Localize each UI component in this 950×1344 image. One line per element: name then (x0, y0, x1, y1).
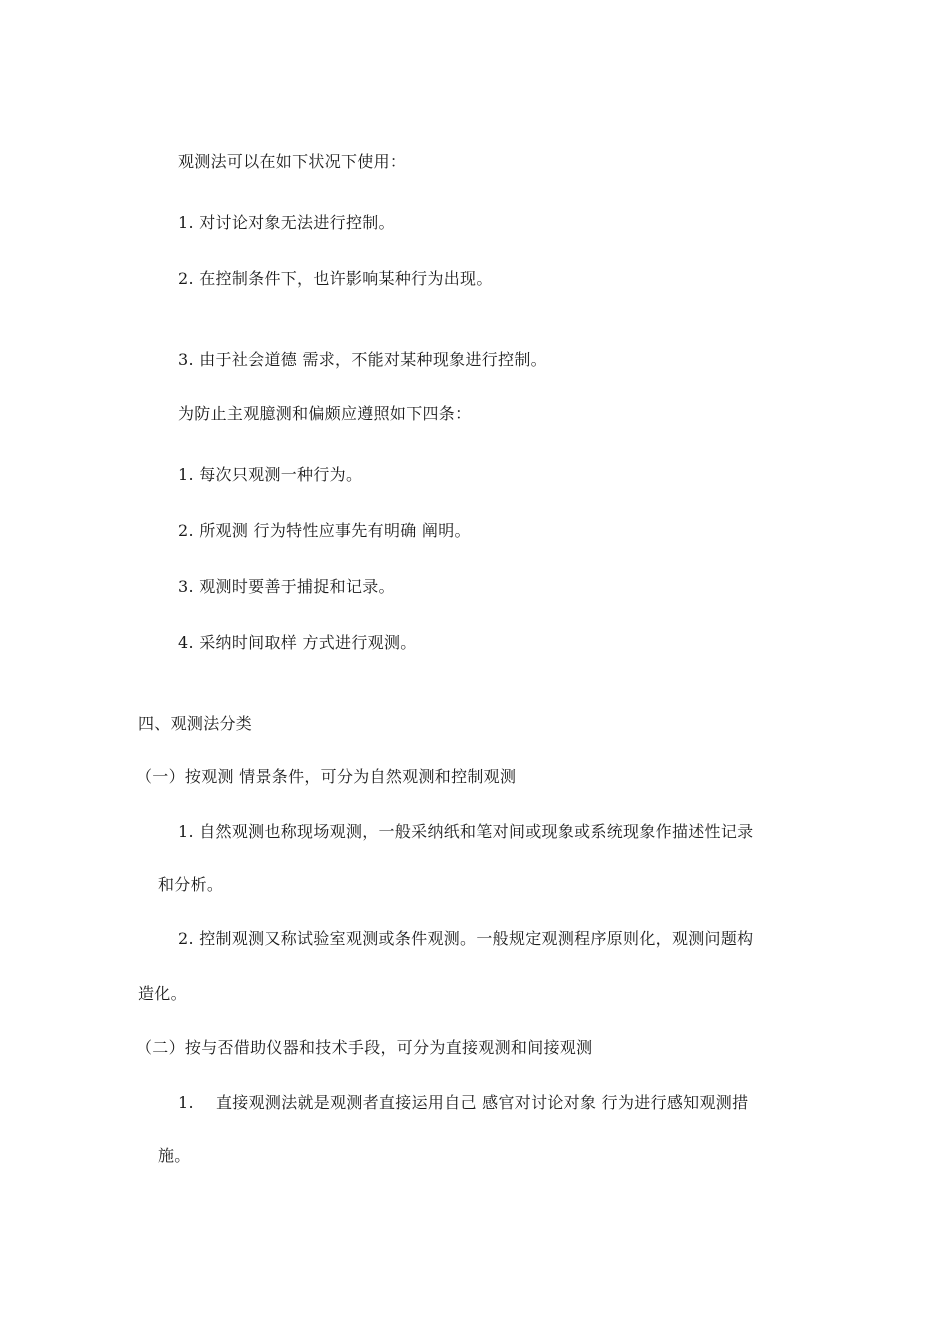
rule-item-3: 3. 观测时要善于捕捉和记录。 (178, 577, 395, 596)
sub1-item-2-line-1: 2. 控制观测又称试验室观测或条件观测。一般规定观测程序原则化，观测问题构 (178, 929, 754, 948)
sub2-item-1-number: 1. (178, 1093, 194, 1112)
sub2-item-1-line-1: 直接观测法就是观测者直接运用自己 感官对讨论对象 行为进行感知观测措 (216, 1093, 749, 1112)
sub1-item-2-line-2: 造化。 (138, 984, 187, 1003)
rule-item-2: 2. 所观测 行为特性应事先有明确 阐明。 (178, 521, 471, 540)
subsection-heading-2: （二）按与否借助仪器和技术手段，可分为直接观测和间接观测 (136, 1038, 593, 1057)
intro-paragraph: 观测法可以在如下状况下使用： (178, 152, 407, 171)
rules-intro-paragraph: 为防止主观臆测和偏颇应遵照如下四条： (178, 404, 472, 423)
sub1-item-1-line-1: 1. 自然观测也称现场观测，一般采纳纸和笔对间或现象或系统现象作描述性记录 (178, 822, 754, 841)
section-heading: 四、观测法分类 (138, 714, 253, 733)
condition-item-3: 3. 由于社会道德 需求，不能对某种现象进行控制。 (178, 350, 547, 369)
condition-item-2: 2. 在控制条件下，也许影响某种行为出现。 (178, 269, 493, 288)
subsection-heading-1: （一）按观测 情景条件，可分为自然观测和控制观测 (136, 767, 517, 786)
rule-item-1: 1. 每次只观测一种行为。 (178, 465, 363, 484)
rule-item-4: 4. 采纳时间取样 方式进行观测。 (178, 633, 417, 652)
sub1-item-1-line-2: 和分析。 (158, 875, 224, 894)
sub2-item-1-line-2: 施。 (158, 1146, 191, 1165)
condition-item-1: 1. 对讨论对象无法进行控制。 (178, 213, 395, 232)
